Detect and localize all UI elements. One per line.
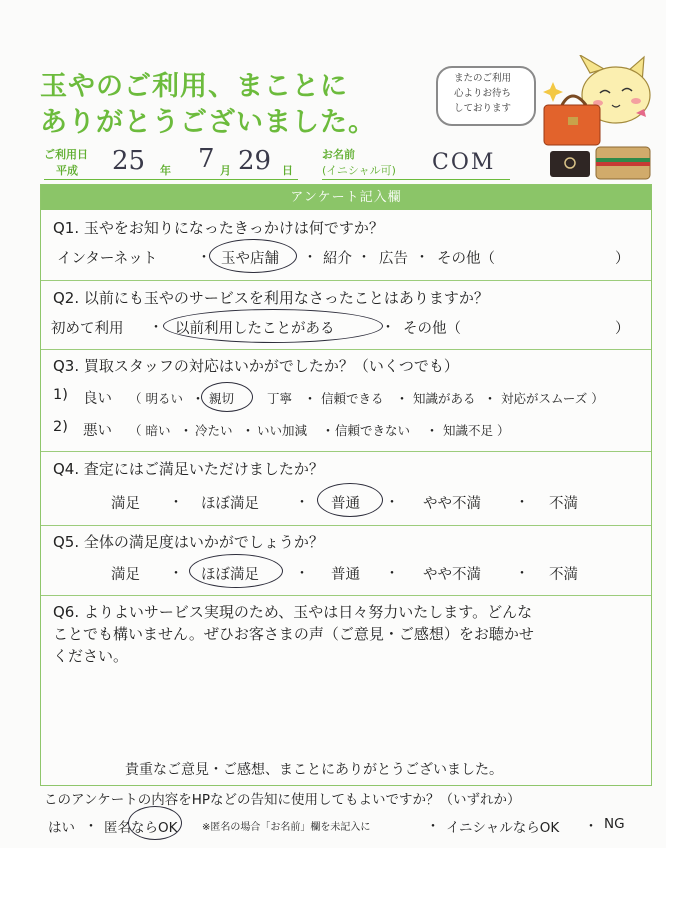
q4-question: Q4. 査定にはご満足いただけましたか？ [53, 460, 324, 478]
month-unit: 月 [220, 164, 231, 177]
q3-option-gloomy[interactable]: （ 暗い [129, 423, 171, 438]
q1-option-referral[interactable]: 紹介 [323, 251, 352, 267]
era-label: 平成 [56, 164, 78, 177]
q4-option-neutral[interactable]: 普通 [331, 496, 360, 512]
q4-option-somewhat-dissatisfied[interactable]: やや不満 [423, 496, 481, 512]
separator-dot: ・ [149, 320, 163, 336]
selection-circle [163, 309, 383, 343]
q3-good-label: 良い [83, 391, 112, 407]
q3-option-kind[interactable]: 親切 [209, 391, 235, 406]
q3-option-knowledgeable[interactable]: 知識がある [413, 391, 476, 406]
bubble-line-3: しております [454, 103, 512, 114]
divider [41, 451, 651, 452]
day-unit: 日 [282, 164, 293, 177]
q5-question: Q5. 全体の満足度はいかがでしょうか？ [53, 533, 324, 551]
selection-circle [189, 554, 283, 588]
q5-option-satisfied[interactable]: 満足 [111, 567, 140, 583]
q6-line-1: Q6. よりよいサービス実現のため、玉やは日々努力いたします。どんな [53, 603, 533, 621]
separator-dot: ・ [584, 819, 598, 835]
date-month-value: 7 [198, 144, 215, 174]
q1-option-internet[interactable]: インターネット [57, 251, 158, 267]
q2-option-first[interactable]: 初めて利用 [51, 321, 124, 337]
q3-option-sloppy[interactable]: いい加減 [257, 423, 308, 438]
q3-option-lack-knowledge[interactable]: 知識不足 ） [443, 423, 510, 438]
separator-dot: ・ [303, 392, 317, 408]
separator-dot: ・ [385, 495, 399, 511]
name-initial-note: (イニシャル可) [322, 164, 396, 177]
name-value: COM [432, 150, 496, 175]
q3-bad-number: 2) [53, 419, 68, 435]
q6-answer-area[interactable] [51, 669, 639, 753]
q5-option-somewhat-dissatisfied[interactable]: やや不満 [423, 567, 481, 583]
separator-dot: ・ [357, 250, 371, 266]
footer-option-anonymous[interactable]: 匿名ならOK [104, 820, 178, 836]
separator-dot: ・ [191, 392, 205, 408]
separator-dot: ・ [483, 392, 497, 408]
q4-option-dissatisfied[interactable]: 不満 [549, 496, 578, 512]
q1-option-other[interactable]: その他（ [437, 251, 495, 267]
selection-circle [201, 382, 253, 412]
survey-header: アンケート記入欄 [41, 185, 651, 210]
q1-option-store[interactable]: 玉や店舗 [221, 251, 279, 267]
q3-bad-label: 悪い [83, 423, 112, 439]
separator-dot: ・ [426, 819, 440, 835]
speech-bubble [436, 66, 536, 126]
separator-dot: ・ [241, 424, 255, 440]
separator-dot: ・ [84, 819, 98, 835]
year-unit: 年 [160, 164, 171, 177]
q4-option-satisfied[interactable]: 満足 [111, 496, 140, 512]
q2-option-other[interactable]: その他（ [403, 321, 461, 337]
divider [41, 525, 651, 526]
selection-circle [317, 483, 383, 517]
q3-option-cold[interactable]: 冷たい [195, 423, 233, 438]
footer-option-initials[interactable]: イニシャルならOK [446, 820, 560, 836]
separator-dot: ・ [295, 566, 309, 582]
footer-anonymous-note: ※匿名の場合「お名前」欄を未記入に [202, 822, 371, 833]
q1-option-ad[interactable]: 広告 [379, 251, 408, 267]
q3-question: Q3. 買取スタッフの対応はいかがでしたか？（いくつでも） [53, 357, 459, 375]
q3-option-polite[interactable]: 丁寧 [267, 391, 293, 406]
q1-option-other-close: ） [615, 251, 630, 267]
date-label: ご利用日 [44, 148, 88, 161]
q6-line-3: ください。 [53, 647, 129, 665]
selection-circle [209, 239, 297, 273]
separator-dot: ・ [169, 495, 183, 511]
page-title-line2: ありがとうございました。 [40, 107, 376, 138]
q3-option-untrustworthy[interactable]: 信頼できない [335, 423, 411, 438]
footer-question: このアンケートの内容をHPなどの告知に使用してもよいですか？（いずれか） [44, 792, 521, 808]
q5-option-mostly[interactable]: ほぼ満足 [201, 567, 259, 583]
footer-option-yes[interactable]: はい [48, 820, 75, 836]
q2-option-other-close: ） [615, 321, 630, 337]
separator-dot: ・ [179, 424, 193, 440]
separator-dot: ・ [197, 250, 211, 266]
q1-question: Q1. 玉やをお知りになったきっかけは何ですか？ [53, 219, 384, 237]
q5-option-dissatisfied[interactable]: 不満 [549, 567, 578, 583]
q5-option-neutral[interactable]: 普通 [331, 567, 360, 583]
separator-dot: ・ [415, 250, 429, 266]
separator-dot: ・ [295, 495, 309, 511]
date-year-value: 25 [112, 146, 146, 176]
separator-dot: ・ [425, 424, 439, 440]
q3-option-smooth[interactable]: 対応がスムーズ ） [501, 391, 604, 406]
divider [41, 280, 651, 281]
name-underline [322, 179, 510, 180]
separator-dot: ・ [381, 320, 395, 336]
footer-option-ng[interactable]: NG [604, 816, 625, 832]
separator-dot: ・ [395, 392, 409, 408]
q6-line-2: ことでも構いません。ぜひお客さまの声（ご意見・ご感想）をお聴かせ [53, 625, 534, 643]
q3-option-trustworthy[interactable]: 信頼できる [321, 391, 384, 406]
selection-circle [128, 806, 182, 840]
separator-dot: ・ [515, 566, 529, 582]
cat-mascot-icon [540, 55, 658, 185]
q2-option-before[interactable]: 以前利用したことがある [175, 321, 335, 337]
q3-good-number: 1) [53, 387, 68, 403]
bubble-line-2: 心よりお待ち [454, 88, 512, 99]
separator-dot: ・ [321, 424, 335, 440]
bubble-line-1: またのご利用 [454, 73, 512, 84]
thanks-message: 貴重なご意見・ご感想、まことにありがとうございました。 [125, 762, 503, 778]
page-title-line1: 玉やのご利用、まことに [40, 71, 348, 102]
date-underline [44, 179, 298, 180]
separator-dot: ・ [303, 250, 317, 266]
divider [41, 595, 651, 596]
separator-dot: ・ [515, 495, 529, 511]
divider [41, 349, 651, 350]
q2-question: Q2. 以前にも玉やのサービスを利用なさったことはありますか？ [53, 289, 489, 307]
date-day-value: 29 [238, 146, 272, 176]
q3-option-cheerful[interactable]: （ 明るい [129, 391, 183, 406]
survey-box [40, 184, 652, 786]
q4-option-mostly[interactable]: ほぼ満足 [201, 496, 259, 512]
separator-dot: ・ [385, 566, 399, 582]
separator-dot: ・ [169, 566, 183, 582]
name-label: お名前 [322, 148, 355, 161]
